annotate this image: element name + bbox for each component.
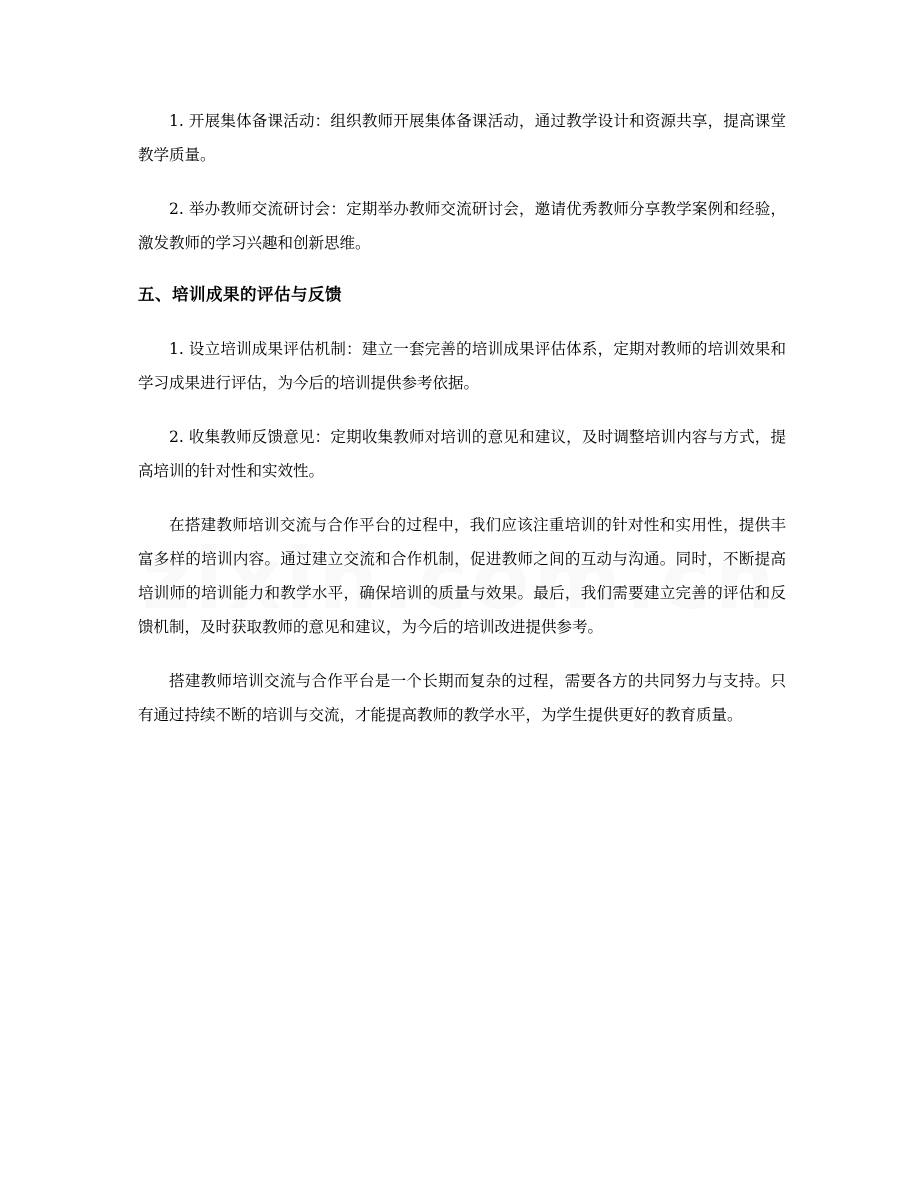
document-body [138, 104, 786, 752]
list-item-collect-feedback: 2. 收集教师反馈意见：定期收集教师对培训的意见和建议，及时调整培训内容与方式，提高培训的针对性和实效性。 [138, 428, 786, 480]
list-item-collective-lesson-prep: 1. 开展集体备课活动：组织教师开展集体备课活动，通过教学设计和资源共享，提高课堂教学质量。 [138, 112, 786, 164]
section-heading-evaluation-feedback: 五、培训成果的评估与反馈 [138, 285, 342, 304]
list-item-teacher-seminar: 2. 举办教师交流研讨会：定期举办教师交流研讨会，邀请优秀教师分享教学案例和经验，激发教师的学习兴趣和创新思维。 [138, 200, 786, 252]
list-item-evaluation-mechanism: 1. 设立培训成果评估机制：建立一套完善的培训成果评估体系，定期对教师的培训效果和学习成果进行评估，为今后的培训提供参考依据。 [138, 340, 786, 392]
conclusion-paragraph-1: 在搭建教师培训交流与合作平台的过程中，我们应该注重培训的针对性和实用性，提供丰富多样的培训内容。通过建立交流和合作机制，促进教师之间的互动与沟通。同时，不断提高培训师的培训能力和教学水平，确保培训的质量与效果。最后，我们需要建立完善的评估和反馈机制，及时获取教师的意见和建议，为今后的培训改进提供参考。 [138, 516, 786, 636]
conclusion-paragraph-2: 搭建教师培训交流与合作平台是一个长期而复杂的过程，需要各方的共同努力与支持。只有通过持续不断的培训与交流，才能提高教师的教学水平，为学生提供更好的教育质量。 [138, 672, 786, 724]
